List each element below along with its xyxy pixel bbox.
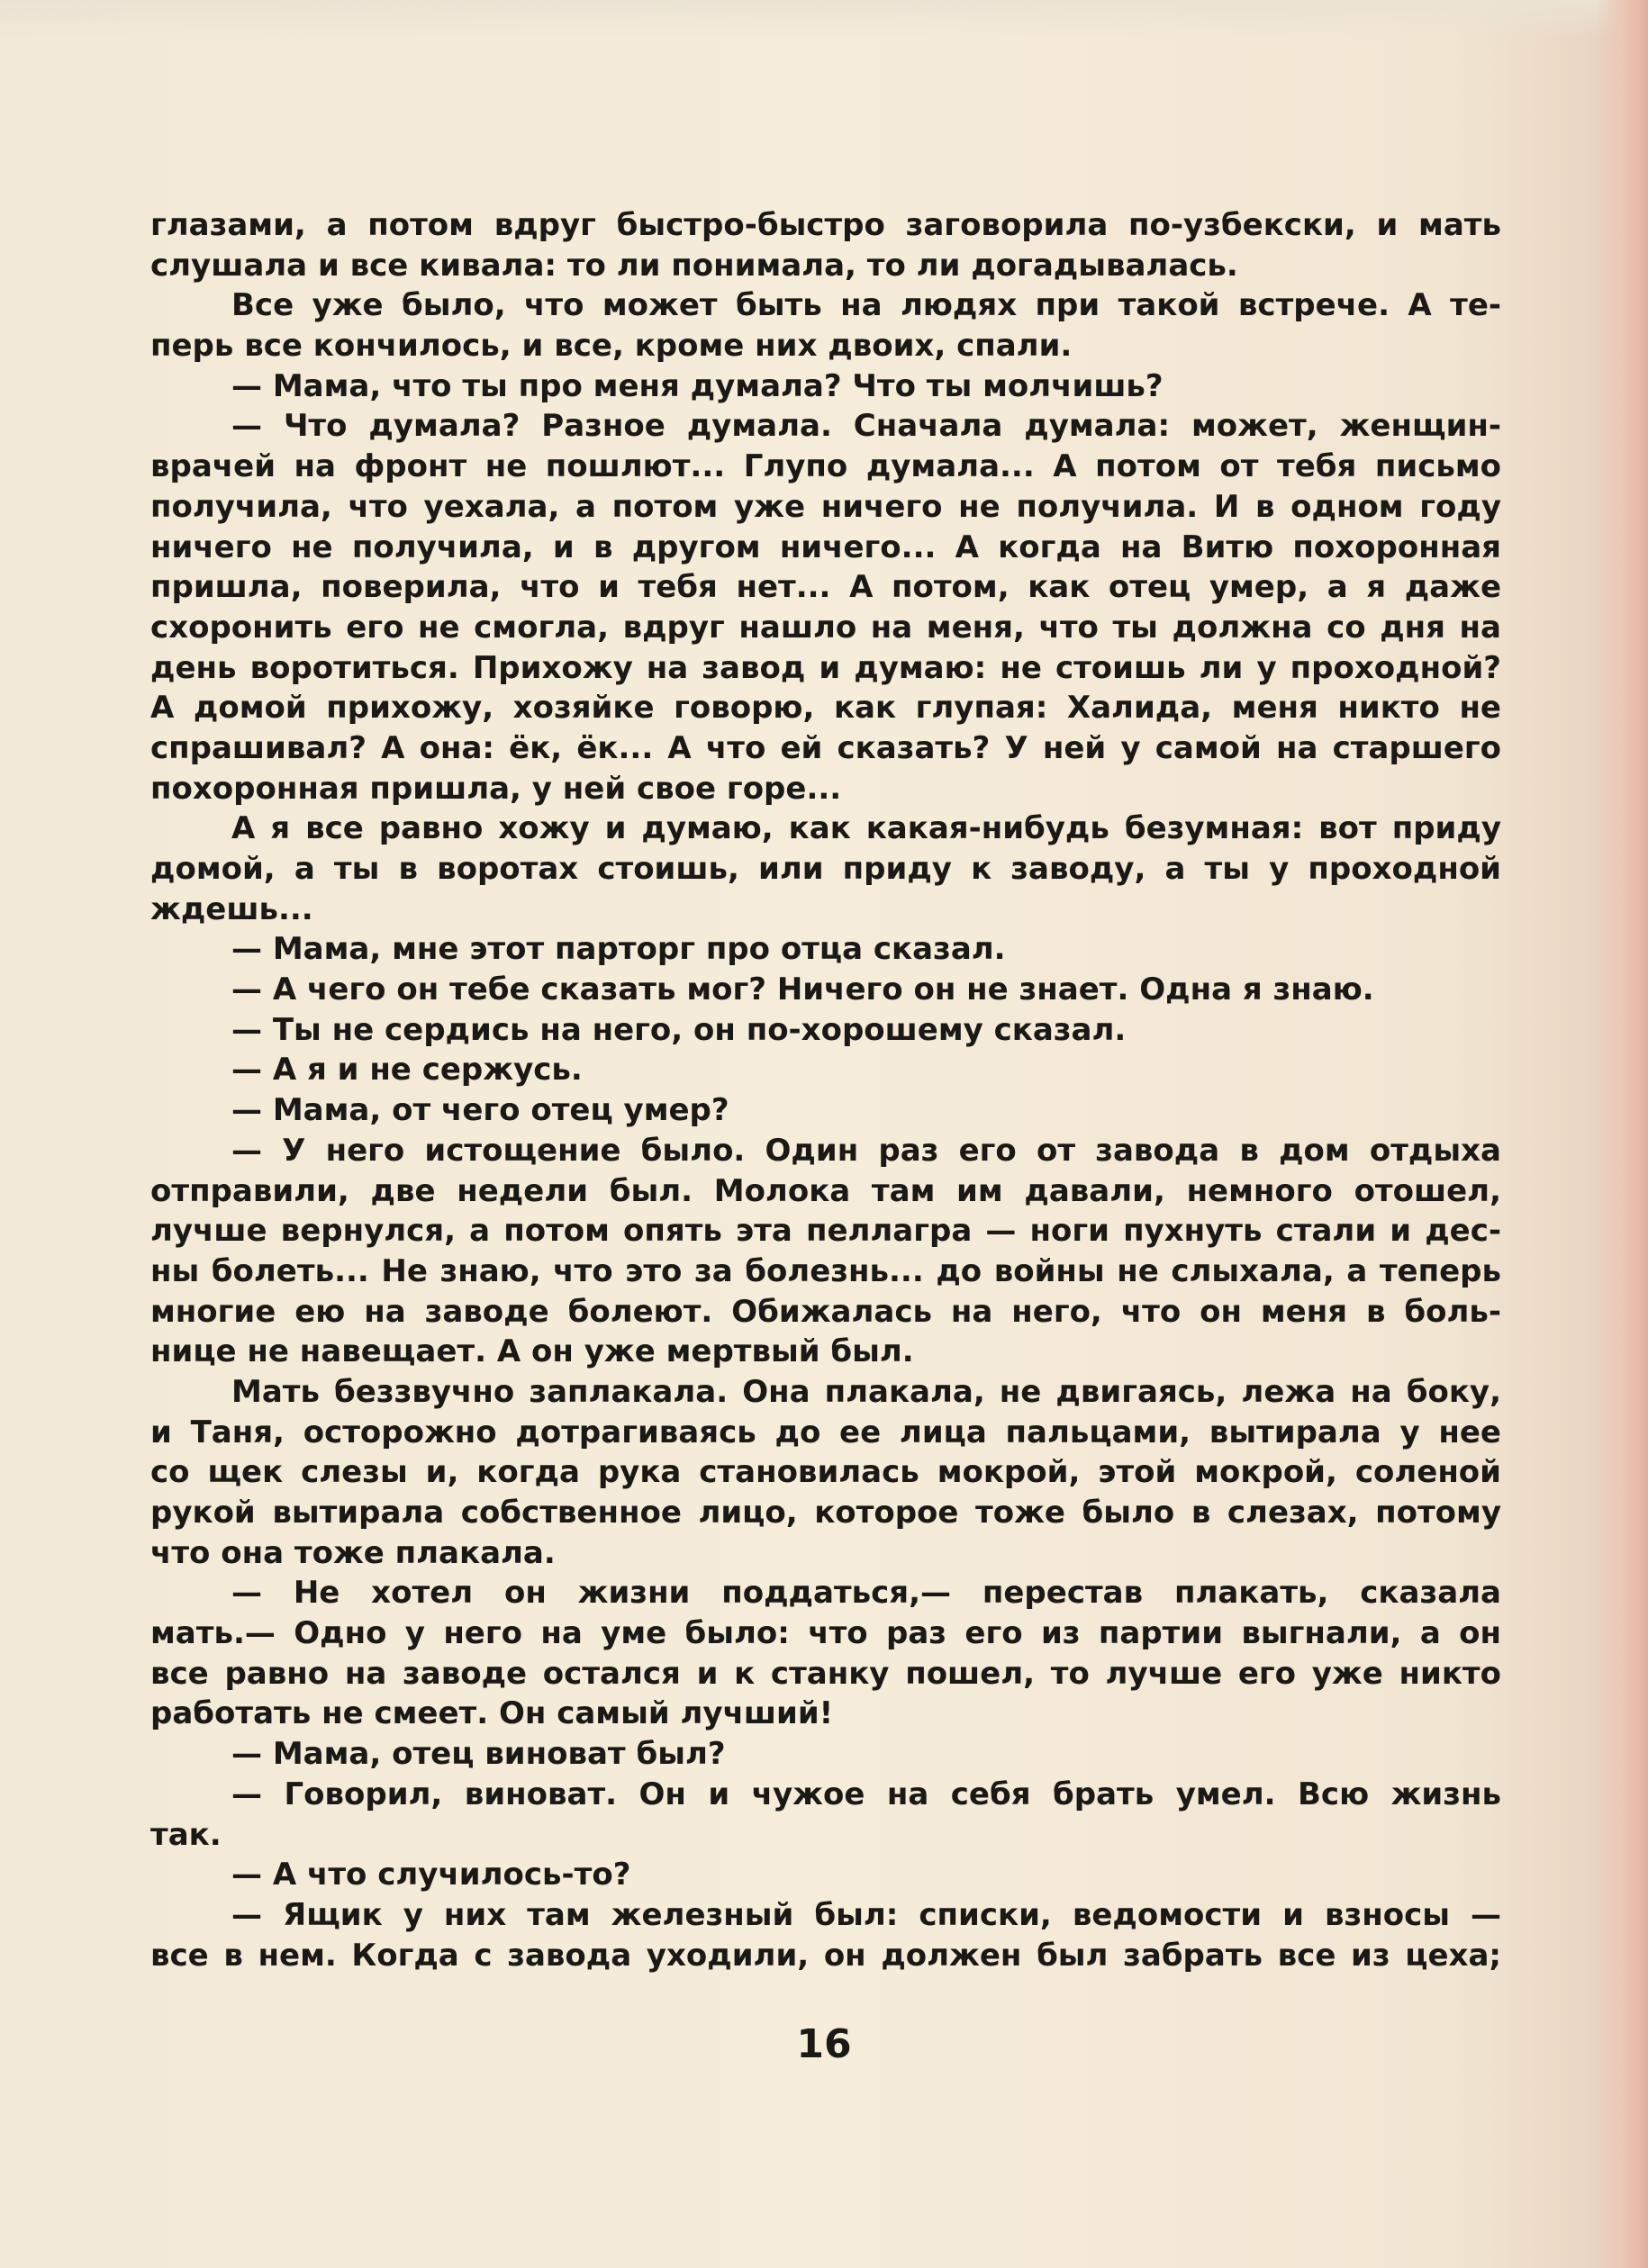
text-line: мать.— Одно у него на уме было: что раз его из партии выгнали, а он xyxy=(150,1615,1501,1652)
text-line: Мать беззвучно заплакала. Она плакала, не двигаясь, лежа на боку, xyxy=(231,1373,1501,1410)
text-line: — Мама, от чего отец умер? xyxy=(231,1092,729,1129)
text-line: рукой вытирала собственное лицо, которое тоже было в слезах, потому xyxy=(150,1495,1501,1531)
text-line: все в нем. Когда с завода уходили, он должен был забрать все из цеха; xyxy=(150,1937,1501,1974)
page-spine-edge xyxy=(1596,0,1648,2268)
text-line: Все уже было, что может быть на людях при такой встрече. А те- xyxy=(231,287,1501,324)
text-line: врачей на фронт не пошлют... Глупо думала... А потом от тебя письмо xyxy=(150,448,1501,485)
text-line: — Мама, что ты про меня думала? Что ты молчишь? xyxy=(231,367,1164,404)
text-line: пришла, поверила, что и тебя нет... А потом, как отец умер, а я даже xyxy=(150,569,1501,606)
text-line: — Мама, мне этот парторг про отца сказал. xyxy=(231,931,1006,968)
text-line: — А что случилось-то? xyxy=(231,1857,631,1893)
text-line: — Говорил, виноват. Он и чужое на себя брать умел. Всю жизнь xyxy=(231,1776,1501,1812)
text-line: отправили, две недели был. Молока там им давали, немного отошел, xyxy=(150,1172,1501,1209)
text-line: и Таня, осторожно дотрагиваясь до ее лица пальцами, вытирала у нее xyxy=(150,1414,1501,1450)
text-line: — Мама, отец виноват был? xyxy=(231,1736,726,1773)
text-line: А я все равно хожу и думаю, как какая-нибудь безумная: вот приду xyxy=(231,810,1501,847)
text-line: А домой прихожу, хозяйке говорю, как глупая: Халида, меня никто не xyxy=(150,690,1501,727)
text-line: схоронить его не смогла, вдруг нашло на меня, что ты должна со дня на xyxy=(150,609,1501,646)
page-number: 16 xyxy=(796,2021,852,2067)
text-line: со щек слезы и, когда рука становилась мокрой, этой мокрой, соленой xyxy=(150,1454,1501,1491)
text-line: что она тоже плакала. xyxy=(150,1534,556,1571)
text-line: — Что думала? Разное думала. Сначала думала: может, женщин- xyxy=(231,408,1501,445)
page-top-shadow xyxy=(0,0,1648,40)
text-line: — А чего он тебе сказать мог? Ничего он не знает. Одна я знаю. xyxy=(231,971,1374,1008)
text-line: многие ею на заводе болеют. Обижалась на него, что он меня в боль- xyxy=(150,1293,1501,1330)
text-line: — Не хотел он жизни поддаться,— перестав плакать, сказала xyxy=(231,1575,1501,1612)
text-line: похоронная пришла, у ней свое горе... xyxy=(150,770,842,807)
page-body-text xyxy=(150,205,1501,1975)
text-line: глазами, а потом вдруг быстро-быстро заговорила по-узбекски, и мать xyxy=(150,207,1501,243)
text-line: нице не навещает. А он уже мертвый был. xyxy=(150,1333,914,1370)
text-line: спрашивал? А она: ёк, ёк... А что ей сказать? У ней у самой на старшего xyxy=(150,729,1501,766)
text-line: ждешь... xyxy=(150,890,313,927)
text-line: все равно на заводе остался и к станку пошел, то лучше его уже никто xyxy=(150,1655,1501,1692)
text-line: день воротиться. Прихожу на завод и думаю: не стоишь ли у проходной? xyxy=(150,649,1501,686)
text-line: слушала и все кивала: то ли понимала, то ли догадывалась. xyxy=(150,247,1238,284)
text-line: — А я и не сержусь. xyxy=(231,1052,583,1089)
text-line: — Ты не сердись на него, он по-хорошему сказал. xyxy=(231,1011,1127,1048)
text-line: работать не смеет. Он самый лучший! xyxy=(150,1695,834,1732)
text-line: домой, а ты в воротах стоишь, или приду к заводу, а ты у проходной xyxy=(150,851,1501,887)
text-line: ны болеть... Не знаю, что это за болезнь... до войны не слыхала, а теперь xyxy=(150,1252,1501,1289)
text-line: ничего не получила, и в другом ничего... А когда на Витю похоронная xyxy=(150,529,1501,565)
text-line: перь все кончилось, и все, кроме них двоих, спали. xyxy=(150,328,1073,365)
text-line: — У него истощение было. Один раз его от завода в дом отдыха xyxy=(231,1132,1501,1169)
text-line: получила, что уехала, а потом уже ничего не получила. И в одном году xyxy=(150,488,1501,525)
text-line: — Ящик у них там железный был: списки, ведомости и взносы — xyxy=(231,1896,1501,1933)
text-line: так. xyxy=(150,1816,222,1853)
text-line: лучше вернулся, а потом опять эта пеллагра — ноги пухнуть стали и дес- xyxy=(150,1213,1501,1250)
